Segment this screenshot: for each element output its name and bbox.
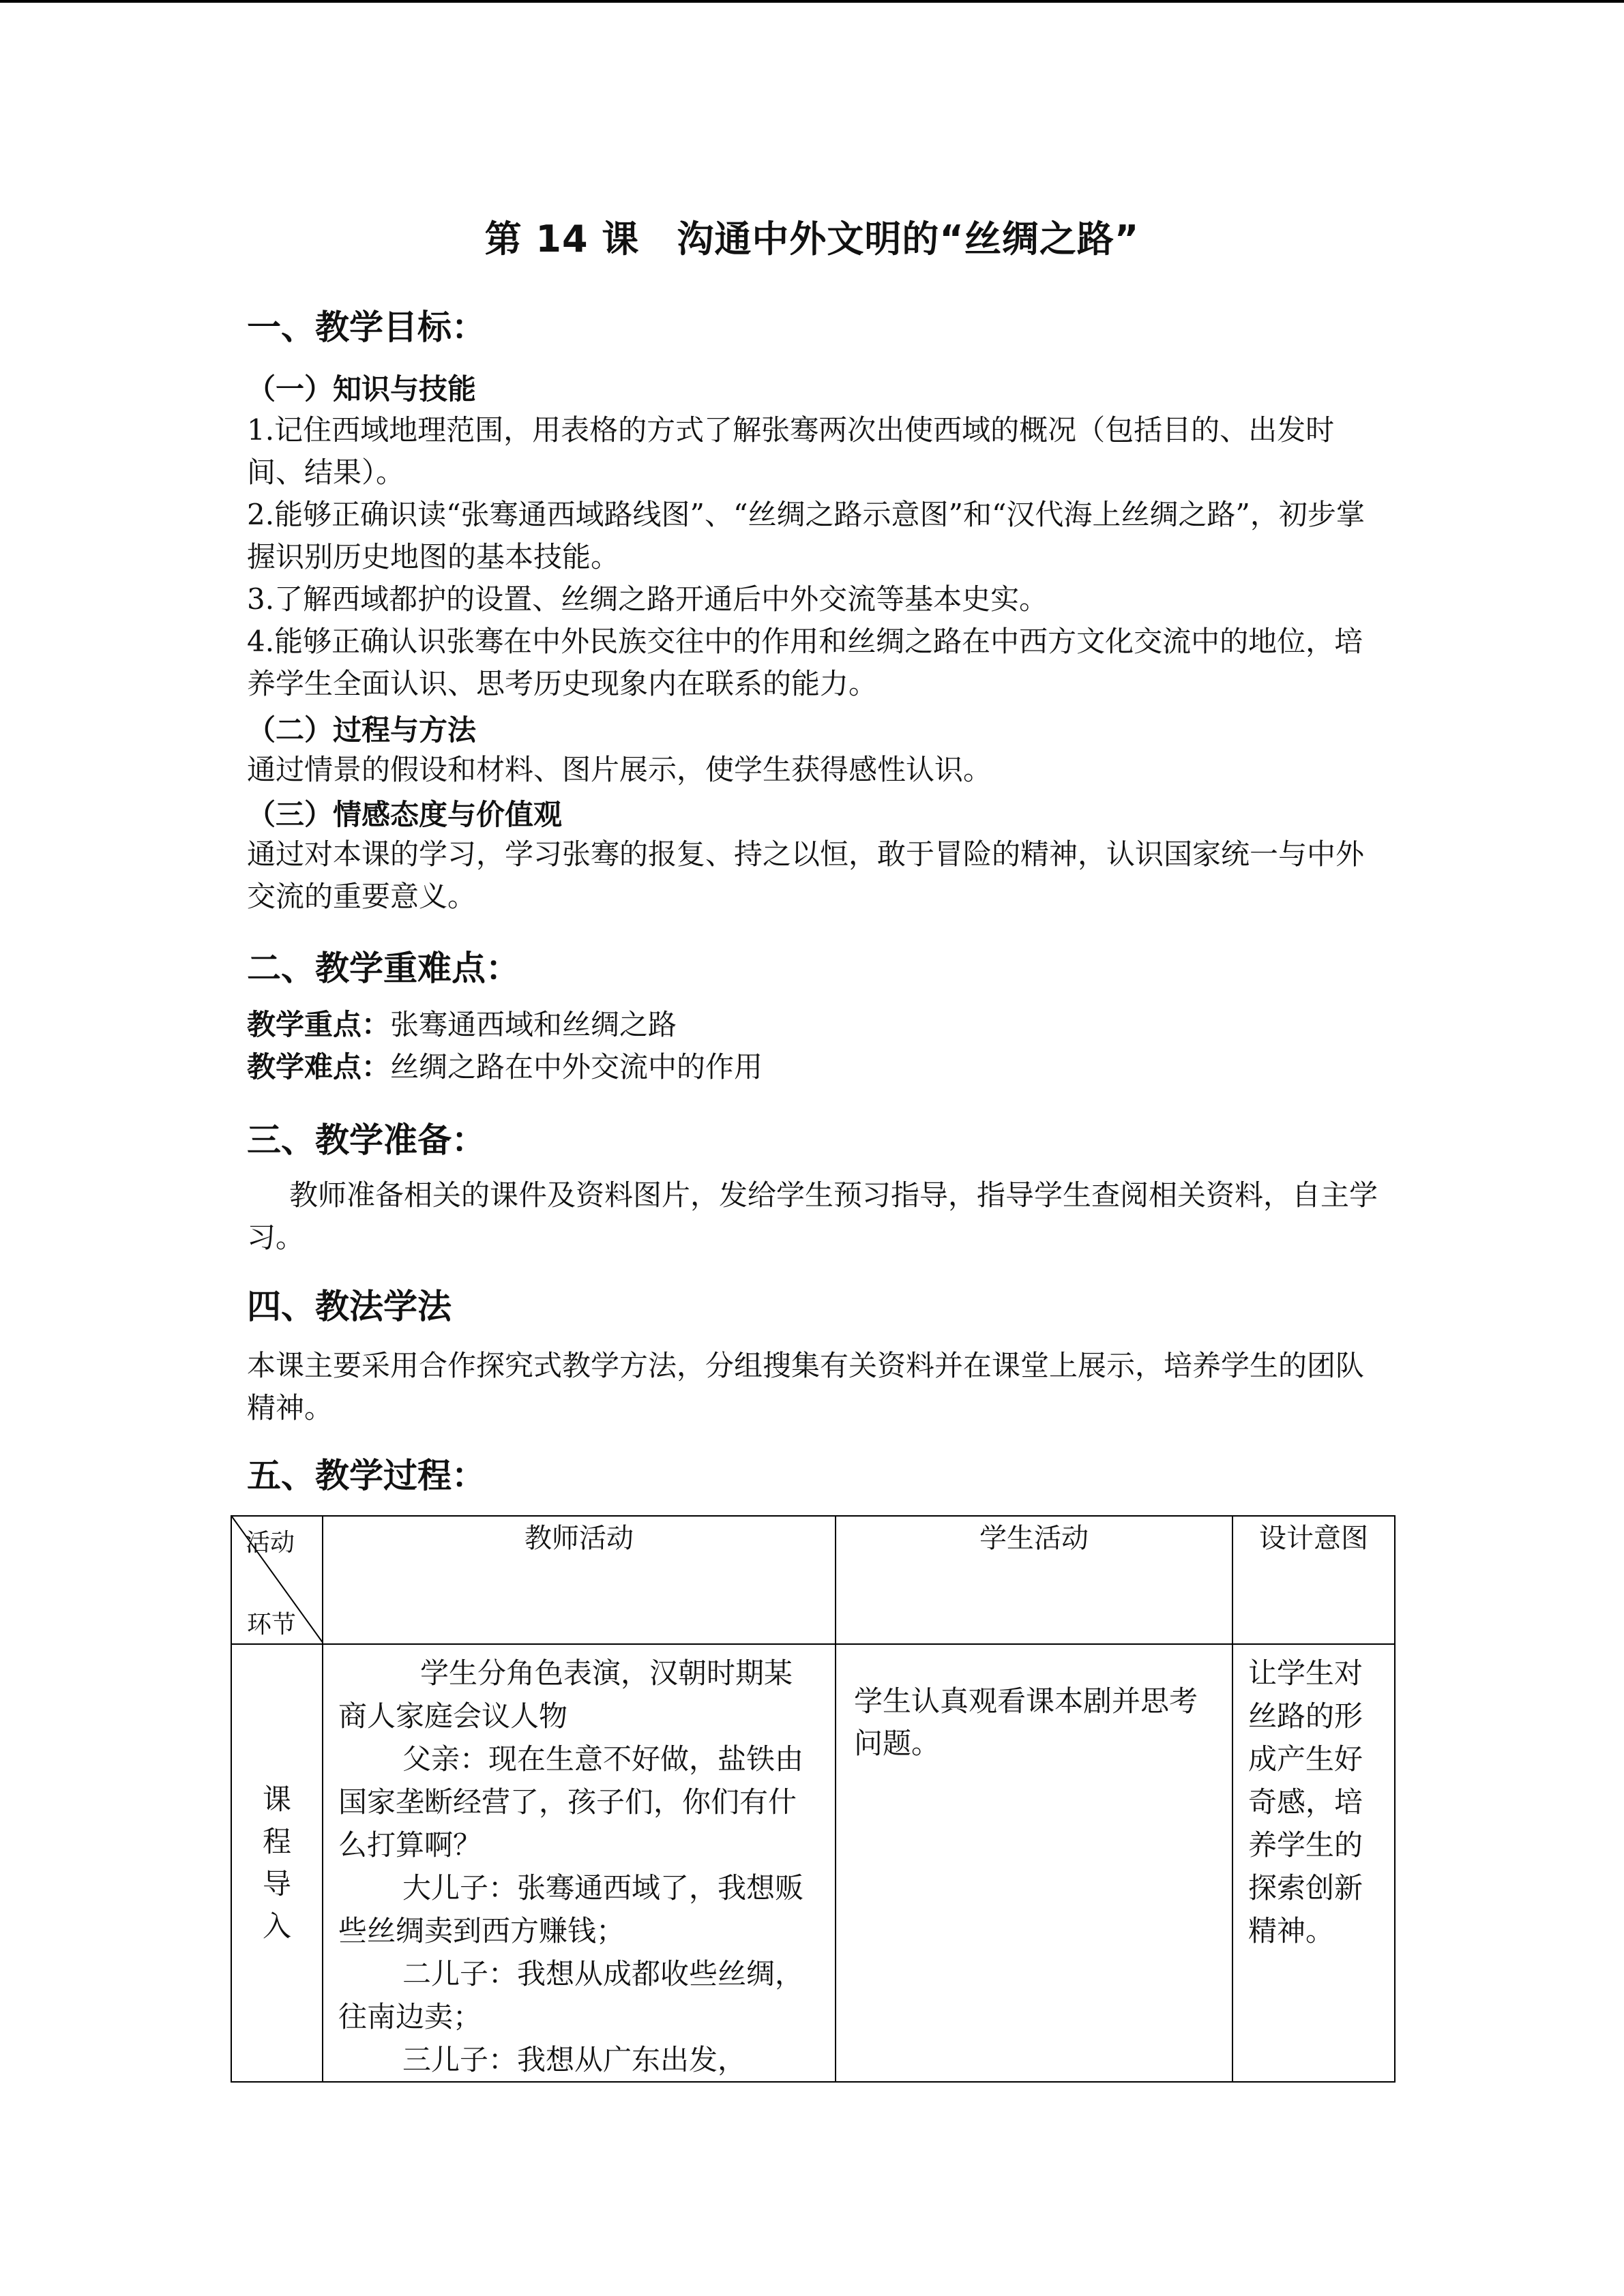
table-row <box>231 1644 1395 2082</box>
preparation-text: 教师准备相关的课件及资料图片，发给学生预习指导，指导学生查阅相关资料，自主学习。 <box>247 1178 1378 1254</box>
corner-bottom-label: 环节 <box>247 1611 297 1639</box>
teacher-paragraph: 二儿子：我想从成都收些丝绸，往南边卖； <box>338 1957 804 2033</box>
procedure-heading: 五、教学过程： <box>247 1456 486 1495</box>
objectives-heading: 一、教学目标： <box>247 308 486 347</box>
knowledge-item-4: 4.能够正确认识张骞在中外民族交往中的作用和丝绸之路在中西方文化交流中的地位，培养学生全面认识、思考历史现象内在联系的能力。 <box>247 625 1363 700</box>
methods-heading: 四、教法学法 <box>247 1287 452 1326</box>
focus-label: 教学重点： <box>247 1008 391 1041</box>
header-intent: 设计意图 <box>1232 1516 1395 1644</box>
difficulty-label: 教学难点： <box>247 1050 391 1084</box>
difficulty-text: 丝绸之路在中外交流中的作用 <box>390 1050 763 1084</box>
knowledge-item-2: 2.能够正确识读“张骞通西域路线图”、“丝绸之路示意图”和“汉代海上丝绸之路”，初步掌握识别历史地图的基本技能。 <box>247 498 1365 573</box>
stage-cell <box>231 1644 323 2082</box>
procedure-table <box>231 1515 1396 2083</box>
preparation-heading: 三、教学准备： <box>247 1120 486 1160</box>
teacher-activity-cell <box>323 1644 836 2082</box>
knowledge-item-1: 1.记住西域地理范围，用表格的方式了解张骞两次出使西域的概况（包括目的、出发时间、结果）。 <box>247 413 1335 489</box>
emotion-text: 通过对本课的学习，学习张骞的报复、持之以恒，敢于冒险的精神，认识国家统一与中外交流的重要意义。 <box>247 837 1365 913</box>
procedure-table-header-row <box>231 1516 1395 1644</box>
knowledge-heading: （一）知识与技能 <box>247 372 477 406</box>
teacher-paragraph: 父亲：现在生意不好做，盐铁由国家垄断经营了，孩子们，你们有什么打算啊？ <box>338 1742 804 1862</box>
focus-line <box>247 1004 1379 1046</box>
teacher-paragraph: 三儿子：我想从广东出发， <box>402 2043 747 2076</box>
emotion-heading: （三）情感态度与价值观 <box>247 798 563 831</box>
header-teacher: 教师活动 <box>323 1516 836 1644</box>
corner-top-label: 活动 <box>246 1529 295 1557</box>
stage-label: 课程导入 <box>263 1783 292 1943</box>
student-activity-cell: 学生认真观看课本剧并思考问题。 <box>836 1644 1232 2082</box>
key-points-heading: 二、教学重难点： <box>247 949 520 988</box>
process-text: 通过情景的假设和材料、图片展示，使学生获得感性认识。 <box>247 753 992 786</box>
difficulty-line <box>247 1046 1379 1088</box>
lesson-title: 第 14 课 沟通中外文明的“丝绸之路” <box>484 218 1140 260</box>
design-intent-cell: 让学生对丝路的形成产生好奇感，培养学生的探索创新精神。 <box>1232 1644 1395 2082</box>
methods-text: 本课主要采用合作探究式教学方法，分组搜集有关资料并在课堂上展示，培养学生的团队精神。 <box>247 1349 1365 1425</box>
process-heading: （二）过程与方法 <box>247 713 477 747</box>
teacher-paragraph: 学生分角色表演，汉朝时期某商人家庭会议人物 <box>338 1656 793 1733</box>
table-corner-cell <box>231 1516 323 1644</box>
header-student: 学生活动 <box>836 1516 1232 1644</box>
teacher-paragraph: 大儿子：张骞通西域了，我想贩些丝绸卖到西方赚钱； <box>338 1871 804 1948</box>
focus-text: 张骞通西域和丝绸之路 <box>390 1008 677 1041</box>
knowledge-item-3: 3.了解西域都护的设置、丝绸之路开通后中外交流等基本史实。 <box>247 582 1048 616</box>
